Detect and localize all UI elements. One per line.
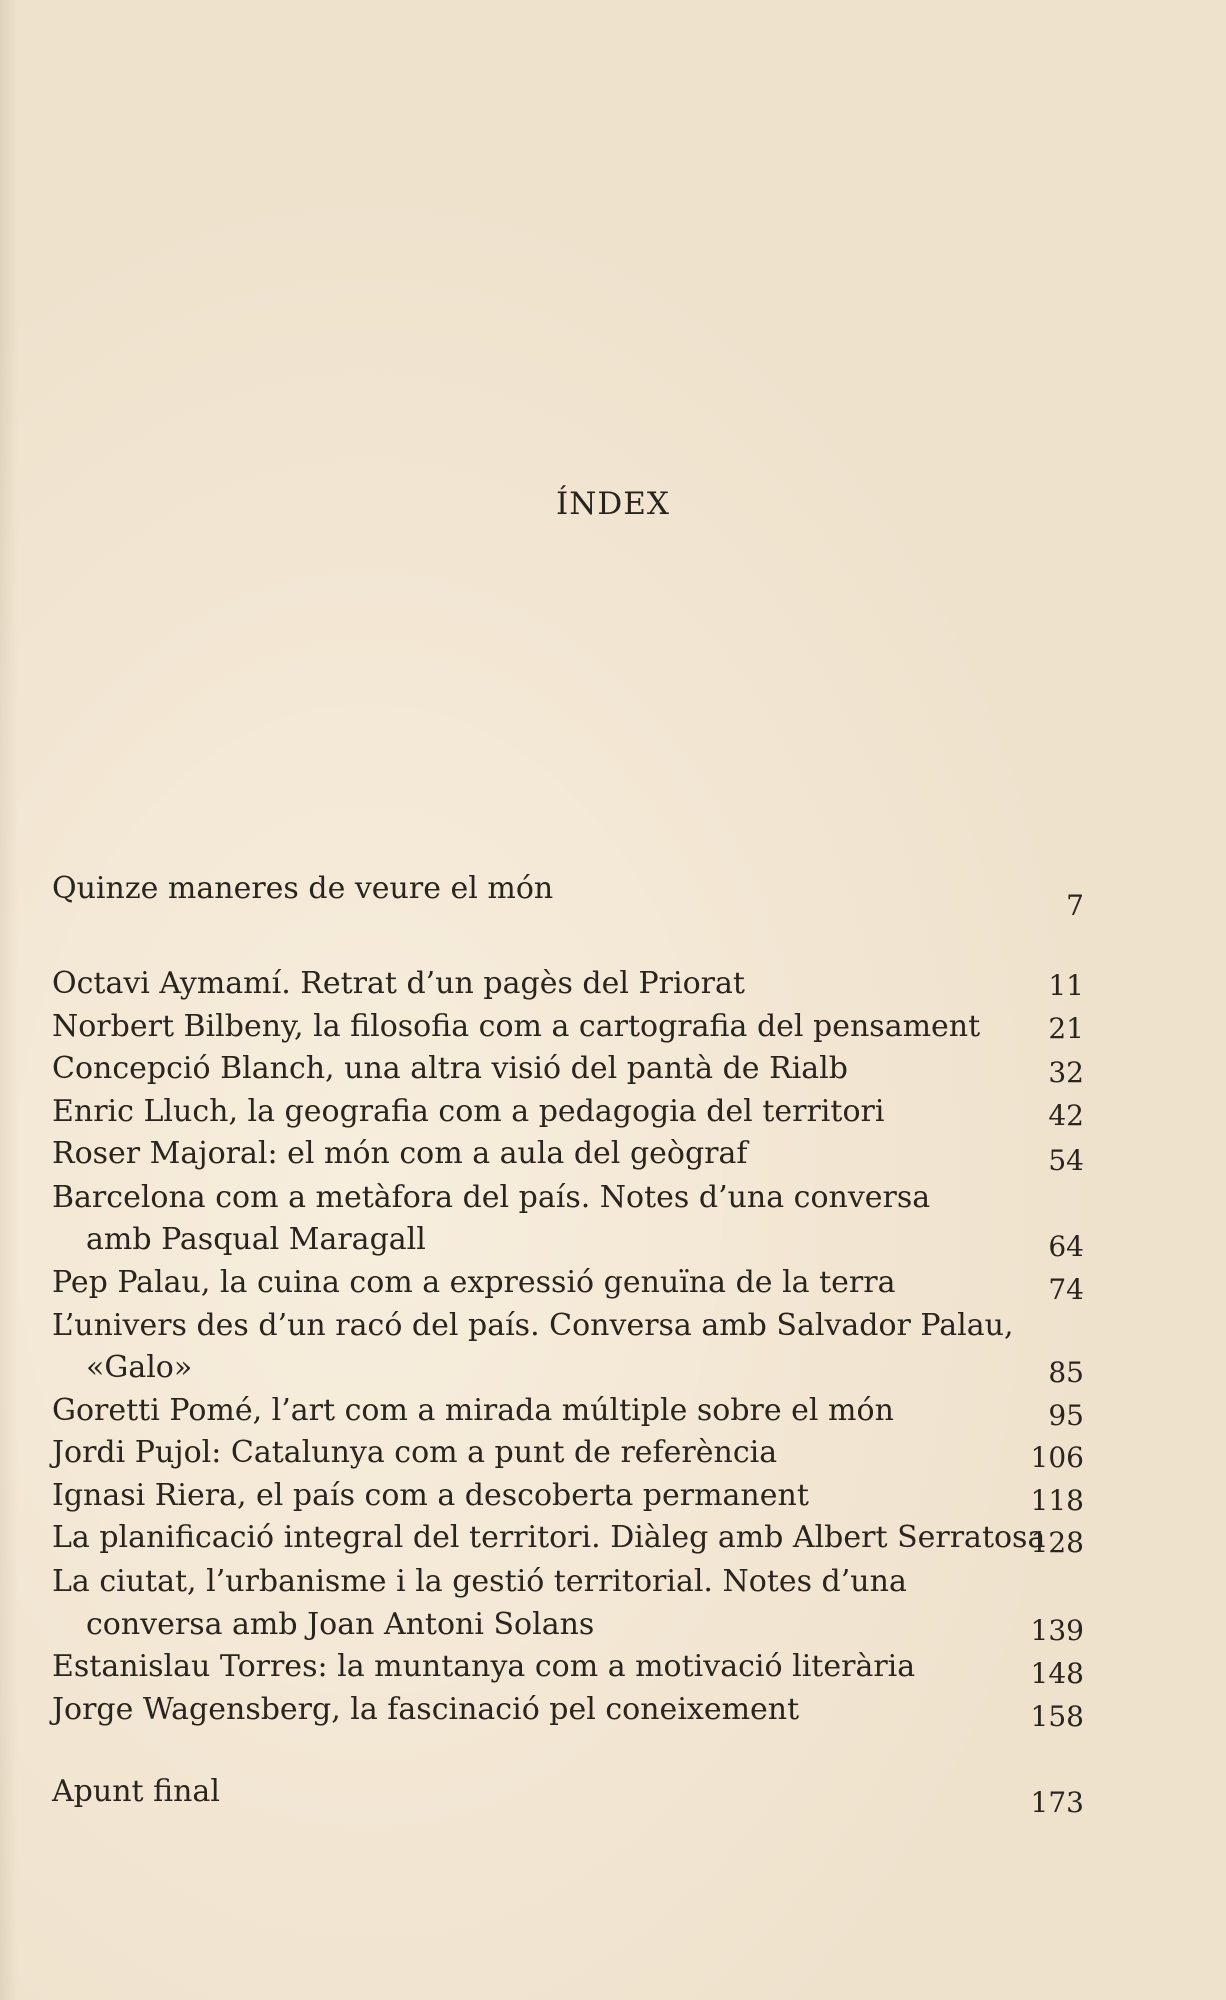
toc-entry-page-number: 139: [1030, 1614, 1084, 1647]
toc-entry-page-number: 11: [1048, 969, 1084, 1002]
toc-entry-title: amb Pasqual Maragall: [86, 1222, 426, 1257]
toc-entry-title: Ignasi Riera, el país com a descoberta permanent: [52, 1478, 809, 1513]
toc-entry-title: Pep Palau, la cuina com a expressió genuïna de la terra: [52, 1265, 896, 1300]
toc-entry-page-number: 74: [1048, 1273, 1084, 1306]
toc-entry-title: Norbert Bilbeny, la filosofia com a cartografia del pensament: [52, 1009, 981, 1044]
toc-entry-title: Apunt final: [52, 1774, 220, 1809]
toc-entry-title: Jorge Wagensberg, la fascinació pel coneixement: [52, 1692, 800, 1727]
toc-entry-page-number: 42: [1048, 1099, 1084, 1132]
toc-entry-page-number: 118: [1030, 1484, 1084, 1517]
toc-entry-title: La planificació integral del territori. Diàleg amb Albert Serratosa: [52, 1520, 1046, 1555]
toc-entry-page-number: 95: [1048, 1399, 1084, 1432]
toc-entry-title: Estanislau Torres: la muntanya com a motivació literària: [52, 1649, 916, 1684]
toc-entry-title: «Galo»: [86, 1350, 193, 1385]
toc-entry-page-number: 148: [1030, 1657, 1084, 1690]
toc-entry-title: L’univers des d’un racó del país. Conversa amb Salvador Palau,: [52, 1308, 1014, 1343]
toc-entry-title: Quinze maneres de veure el món: [52, 871, 554, 906]
toc-entry-page-number: 7: [1066, 889, 1084, 922]
toc-entry-page-number: 158: [1030, 1700, 1084, 1733]
toc-entry-title: Jordi Pujol: Catalunya com a punt de referència: [52, 1435, 778, 1470]
toc-entry-title: Barcelona com a metàfora del país. Notes d’una conversa: [52, 1180, 931, 1215]
toc-entry-page-number: 21: [1048, 1012, 1084, 1045]
toc-entry-page-number: 54: [1048, 1144, 1084, 1177]
toc-entry-title: Enric Lluch, la geografia com a pedagogia del territori: [52, 1094, 885, 1129]
toc-entry-page-number: 128: [1030, 1526, 1084, 1559]
toc-entry-title: Concepció Blanch, una altra visió del pantà de Rialb: [52, 1051, 848, 1086]
toc-entry-title: conversa amb Joan Antoni Solans: [86, 1607, 595, 1642]
toc-entry-page-number: 64: [1048, 1230, 1084, 1263]
index-heading: ÍNDEX: [556, 486, 670, 522]
toc-entry-title: Roser Majoral: el món com a aula del geògraf: [52, 1136, 748, 1171]
toc-entry-page-number: 106: [1030, 1441, 1084, 1474]
toc-entry-page-number: 32: [1048, 1056, 1084, 1089]
toc-entry-title: La ciutat, l’urbanisme i la gestió territorial. Notes d’una: [52, 1564, 907, 1599]
toc-entry-title: Octavi Aymamí. Retrat d’un pagès del Priorat: [52, 966, 745, 1001]
toc-entry-page-number: 173: [1030, 1786, 1084, 1819]
toc-entry-title: Goretti Pomé, l’art com a mirada múltiple sobre el món: [52, 1393, 894, 1428]
toc-entry-page-number: 85: [1048, 1356, 1084, 1389]
